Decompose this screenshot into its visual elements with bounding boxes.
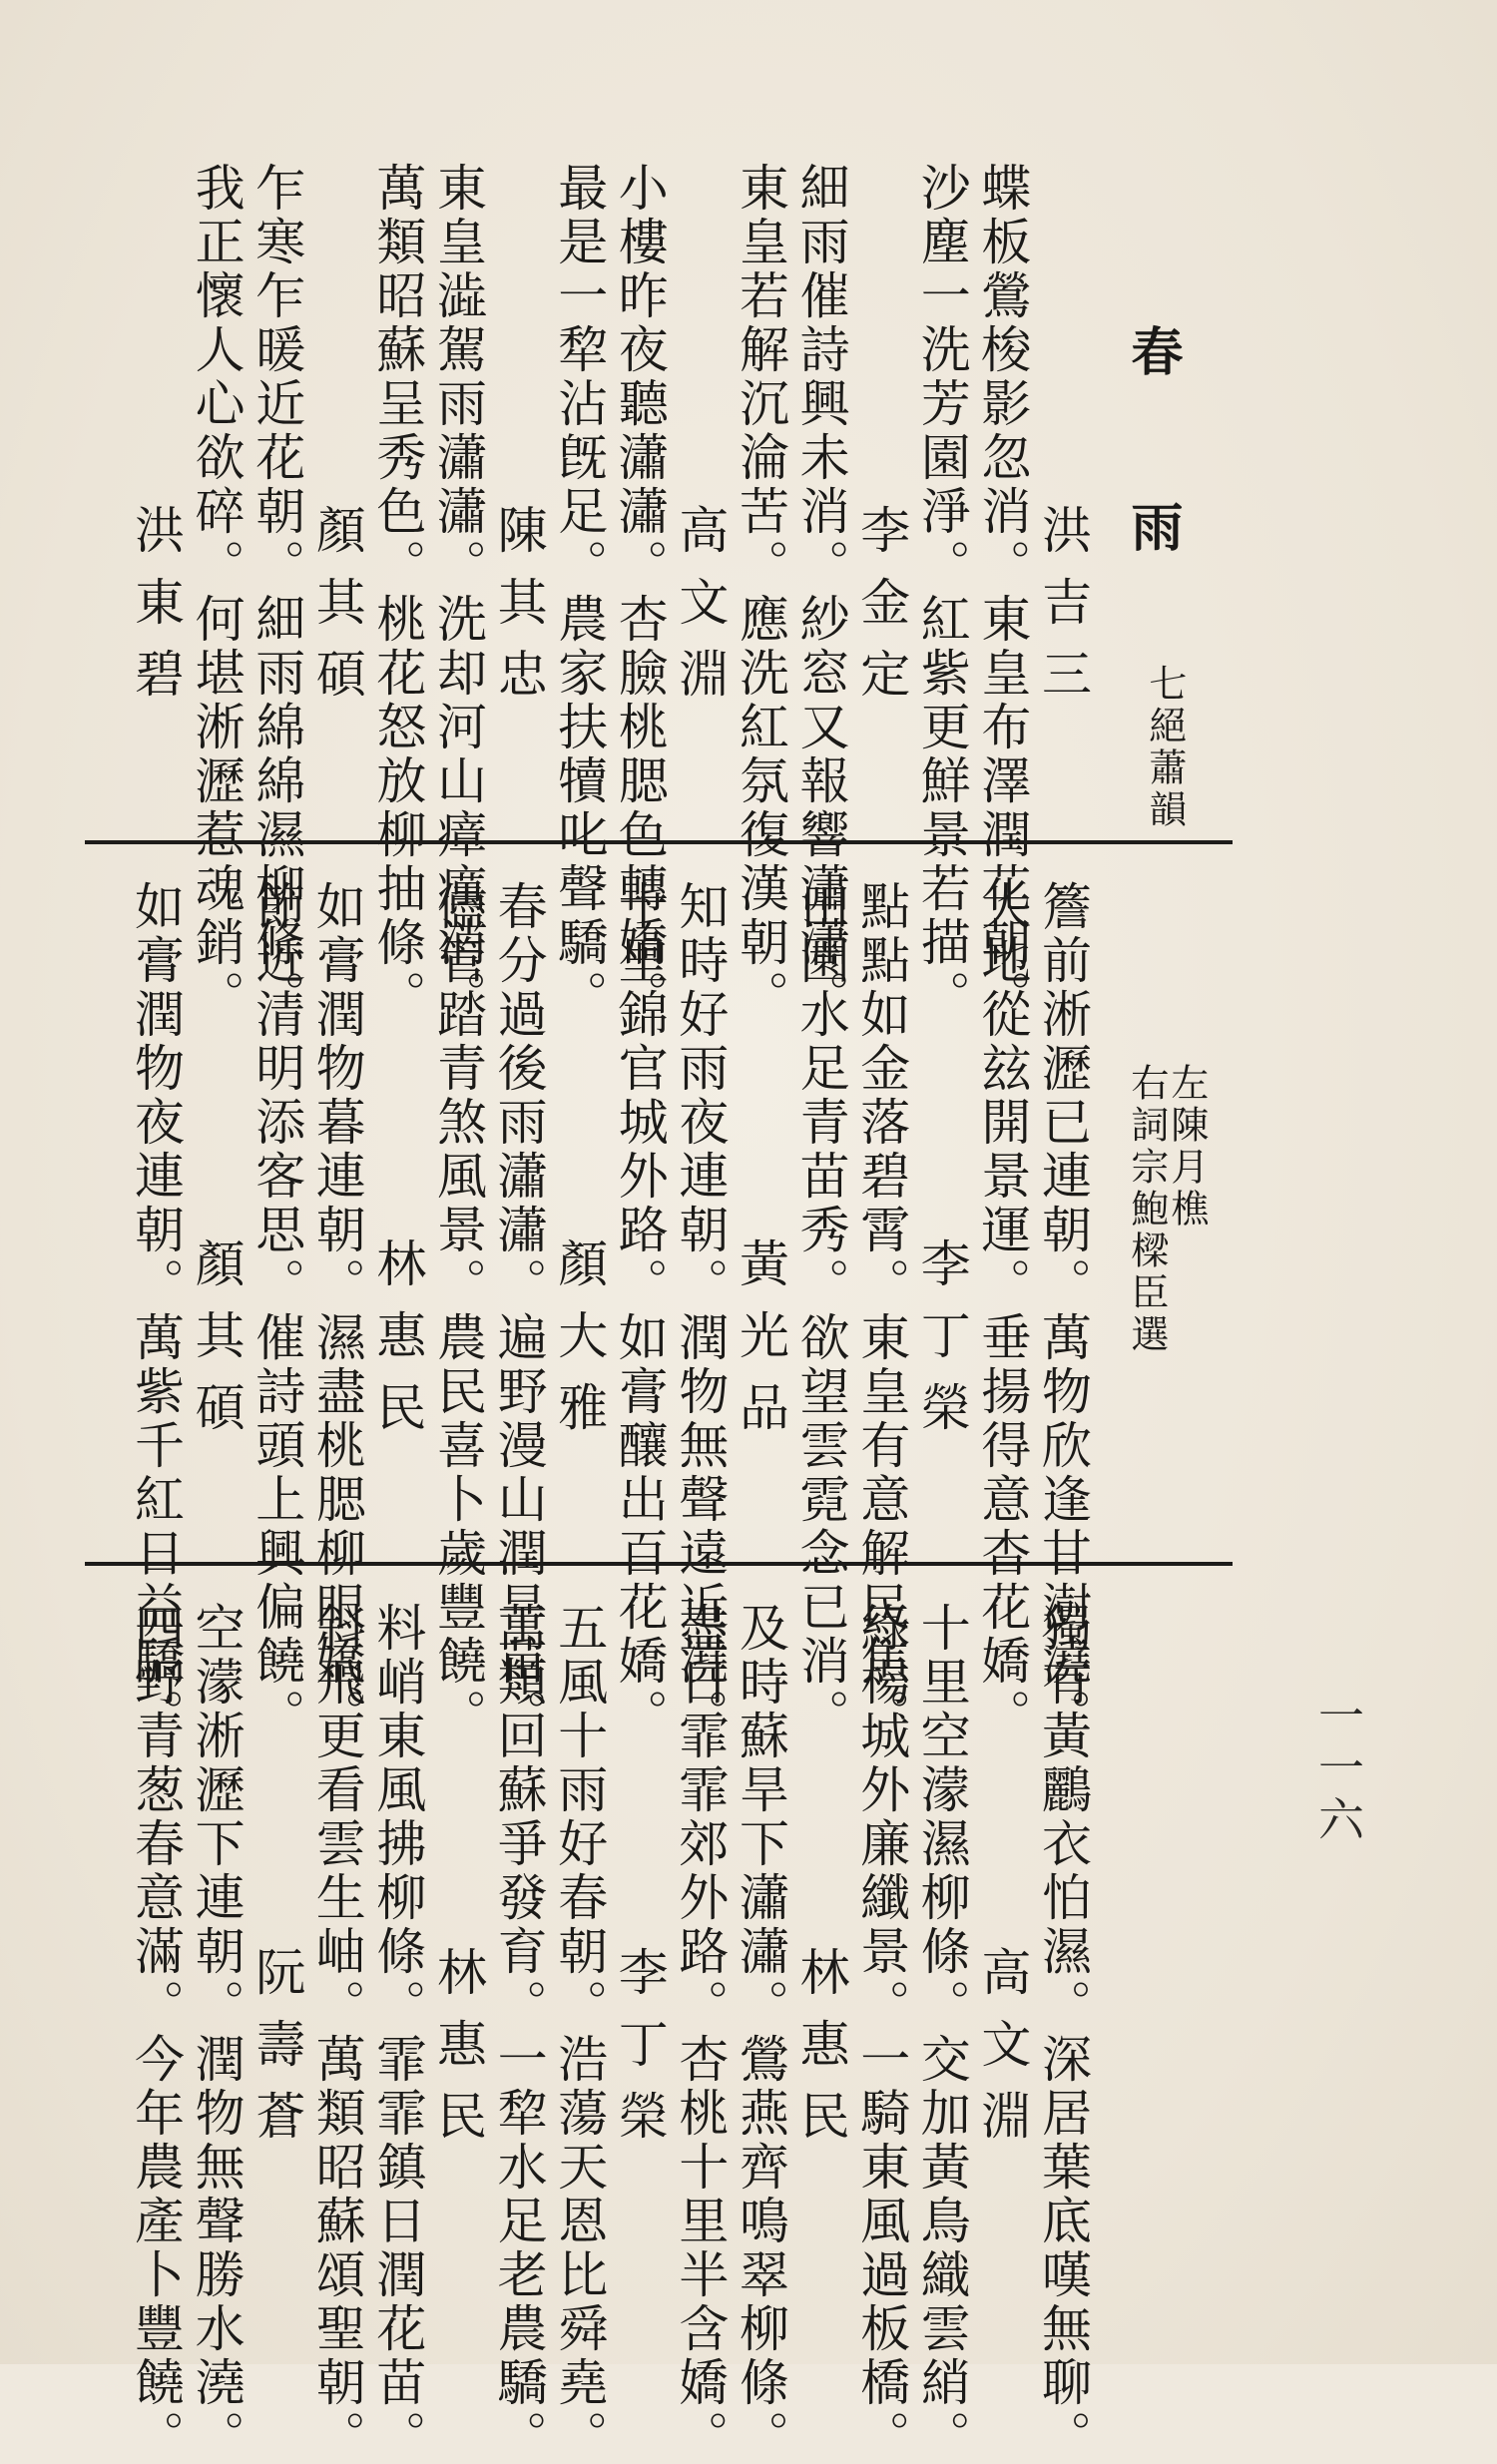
poem-line: 儘管踏青煞風景。農民喜卜歲豐饒。 xyxy=(429,880,487,1742)
poem-line: 十里錦官城外路。如膏釀出百花嬌。 xyxy=(610,880,669,1742)
poem-line: 田園水足青苗秀。欲望雲霓念已消。 xyxy=(791,880,850,1742)
author-name: 李金定 xyxy=(852,504,911,720)
author-name: 顏其碩 xyxy=(187,1237,246,1453)
section-divider-2 xyxy=(85,1562,1233,1566)
poem-line: 空濛淅瀝下連朝。潤物無聲勝水澆。 xyxy=(187,1602,246,2464)
editors-line-1: 左陳月樵 xyxy=(1164,1063,1209,1231)
poem-line: 綠楊城外廉纖景。一騎東風過板橋。 xyxy=(852,1602,911,2464)
poem-line: 十里空濛濕柳條。交加黃鳥織雲綃。 xyxy=(912,1602,971,2464)
poem-title: 春 雨 xyxy=(1122,324,1183,588)
author-name: 林惠民 xyxy=(791,1946,850,2162)
poem-line: 如膏潤物夜連朝。萬紫千紅日益驕。 xyxy=(127,880,185,1742)
poem-line: 東皇若解沉淪苦。應洗紅氛復漢朝。 xyxy=(732,162,789,1024)
poem-line: 蝶板鶯梭影忽消。東皇布澤潤花朝。 xyxy=(973,162,1032,1024)
poem-line: 如膏潤物暮連朝。濕盡桃腮柳眼嬌。 xyxy=(307,880,366,1742)
author-name: 阮壽蒼 xyxy=(248,1946,306,2162)
poem-line: 節近清明添客思。催詩頭上興偏饒。 xyxy=(248,880,306,1742)
author-name: 陳其忠 xyxy=(489,504,548,720)
author-name: 洪東碧 xyxy=(127,504,185,720)
poem-line: 乍寒乍暖近花朝。細雨綿綿濕柳條。 xyxy=(248,162,306,1024)
poem-line: 知時好雨夜連朝。潤物無聲遠近澆。 xyxy=(671,880,730,1742)
author-name: 李丁榮 xyxy=(610,1946,669,2162)
poem-line: 盡日霏霏郊外路。杏桃十里半含嬌。 xyxy=(671,1602,730,2464)
poem-line: 東皇澁駕雨瀟瀟。洗却河山瘴癘消。 xyxy=(429,162,487,1024)
poem-line: 萬類回蘇爭發育。一犂水足老農驕。 xyxy=(489,1602,548,2464)
author-name: 黃光品 xyxy=(732,1237,789,1453)
poem-line: 簷前淅瀝已連朝。萬物欣逢甘澍澆。 xyxy=(1034,880,1092,1742)
poem-line: 及時蘇旱下瀟瀟。鶯燕齊鳴翠柳條。 xyxy=(732,1602,789,2464)
poem-line: 斜飛更看雲生岫。萬類昭蘇頌聖朝。 xyxy=(307,1602,366,2464)
author-name: 洪吉三 xyxy=(1034,504,1092,720)
author-name: 林惠民 xyxy=(429,1946,487,2162)
section-divider-1 xyxy=(85,840,1233,844)
poem-line: 細雨催詩興未消。紗窓又報響瀟瀟。 xyxy=(791,162,850,1024)
poem-line: 料峭東風拂柳條。霏霏鎮日潤花苗。 xyxy=(368,1602,427,2464)
poem-line: 小樓昨夜聽瀟瀟。杏臉桃腮色轉嬌。 xyxy=(610,162,669,1024)
author-name: 林惠民 xyxy=(368,1237,427,1453)
poem-line: 點點如金落碧霄。東皇有意解民焦。 xyxy=(852,880,911,1742)
author-name: 李丁榮 xyxy=(912,1237,971,1453)
author-name: 高文淵 xyxy=(671,504,730,720)
poem-line: 我正懷人心欲碎。何堪淅瀝惹魂銷。 xyxy=(187,162,246,1024)
poem-line: 最是一犂沾旣足。農家扶犢叱聲驕。 xyxy=(550,162,609,1024)
author-name: 顏大雅 xyxy=(550,1237,609,1453)
rhyme-subtitle: 七絕蕭韻 xyxy=(1142,664,1187,831)
page-number: 一一六 xyxy=(1311,1692,1365,1847)
poem-line: 大地從玆開景運。垂揚得意杏花嬌。 xyxy=(973,880,1032,1742)
author-name: 高文淵 xyxy=(973,1946,1032,2162)
poem-line: 沙塵一洗芳園淨。紅紫更鮮景若描。 xyxy=(912,162,971,1024)
poem-line: 五風十雨好春朝。浩蕩天恩比舜堯。 xyxy=(550,1602,609,2464)
poem-line: 萬類昭蘇呈秀色。桃花怒放柳抽條。 xyxy=(368,162,427,1024)
poem-line: 獨有黃鸝衣怕濕。深居葉底嘆無聊。 xyxy=(1034,1602,1092,2464)
editors-line-2: 右詞宗鮑樑臣選 xyxy=(1124,1063,1169,1356)
poem-line: 四野青葱春意滿。今年農產卜豐饒。 xyxy=(127,1602,185,2464)
author-name: 顏其碩 xyxy=(307,504,366,720)
poem-line: 春分過後雨瀟瀟。遍野漫山潤旱苗。 xyxy=(489,880,548,1742)
